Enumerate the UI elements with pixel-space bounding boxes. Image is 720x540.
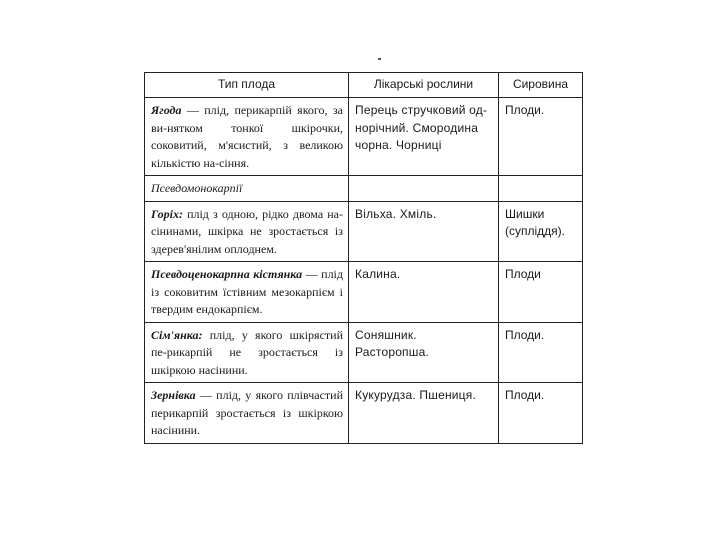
- header-fruit-type: Тип плода: [145, 73, 349, 98]
- fruit-description-cell: [145, 201, 349, 262]
- fruit-description: плід з одною, рідко двома на-сінинами, шкірка не зростається із здерев'янілим оплоднем.: [151, 206, 343, 256]
- table-row: [145, 322, 583, 383]
- plants-cell: Соняшник. Расторопша.: [349, 322, 499, 383]
- stray-mark: [378, 58, 381, 60]
- fruit-term: Псевдоценокарпна кістянка: [151, 267, 303, 281]
- fruit-description-cell: [145, 98, 349, 176]
- raw-material-cell: Плоди.: [499, 383, 583, 444]
- section-label: Псевдомонокарпії: [145, 176, 349, 202]
- table-row: [145, 383, 583, 444]
- plants-cell: Перець стручковий од-норічний. Смородина чорна. Чорниці: [349, 98, 499, 176]
- raw-material-cell: Плоди.: [499, 98, 583, 176]
- plants-cell: Вільха. Хміль.: [349, 201, 499, 262]
- fruit-term: Сім'янка:: [151, 327, 203, 342]
- fruit-description: плід, у якого шкірястий пе-рикарпій не зростається із шкіркою насінини.: [151, 327, 343, 377]
- table-row: [145, 98, 583, 176]
- empty-cell: [499, 176, 583, 202]
- table-row: [145, 262, 583, 323]
- fruit-description-cell: [145, 322, 349, 383]
- fruit-description: — плід із соковитим їстівним мезокарпієм і твердим ендокарпієм.: [151, 267, 343, 316]
- fruit-term: Горіх:: [151, 206, 183, 221]
- fruit-description-cell: [145, 262, 349, 323]
- fruit-description: — плід, у якого плівчастий перикарпій зростається із шкіркою насінини.: [151, 388, 343, 437]
- fruit-term: Зернівка: [151, 388, 196, 402]
- raw-material-cell: Плоди.: [499, 322, 583, 383]
- section-row: [145, 176, 583, 202]
- fruit-types-table: [144, 72, 583, 444]
- table-row: [145, 201, 583, 262]
- fruit-description: — плід, перикарпій якого, за ви-нятком тонкої шкірочки, соковитий, м'ясистий, з великою кількістю на-сіння.: [151, 103, 343, 170]
- empty-cell: [349, 176, 499, 202]
- fruit-term: Ягода: [151, 103, 182, 117]
- table-header: [145, 73, 583, 98]
- header-row: [145, 73, 583, 98]
- fruit-description-cell: [145, 383, 349, 444]
- raw-material-cell: Шишки (супліддя).: [499, 201, 583, 262]
- header-medicinal-plants: Лікарські рослини: [349, 73, 499, 98]
- plants-cell: Калина.: [349, 262, 499, 323]
- raw-material-cell: Плоди: [499, 262, 583, 323]
- header-raw-material: Сировина: [499, 73, 583, 98]
- plants-cell: Кукурудза. Пшениця.: [349, 383, 499, 444]
